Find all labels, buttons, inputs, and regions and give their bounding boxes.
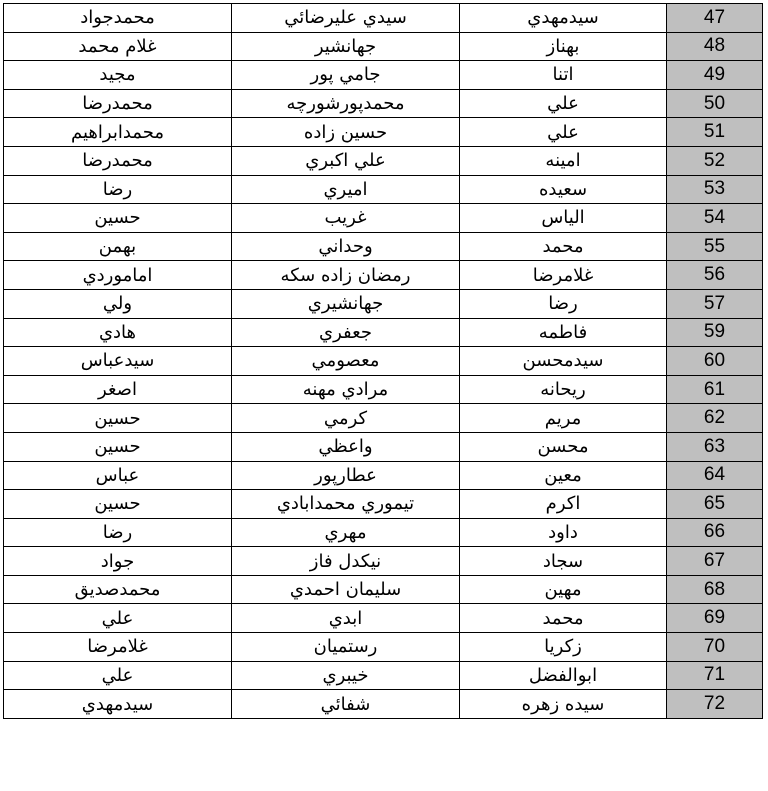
row-number-cell: 61 <box>667 375 763 404</box>
father-name-cell: محمدجواد <box>4 4 232 33</box>
first-name-cell: سعيده <box>460 175 667 204</box>
row-number-cell: 66 <box>667 518 763 547</box>
father-name-cell: غلامرضا <box>4 633 232 662</box>
first-name-cell: فاطمه <box>460 318 667 347</box>
table-row <box>4 604 763 633</box>
table-row <box>4 204 763 233</box>
last-name-cell: جهانشيري <box>232 289 460 318</box>
names-table <box>3 3 763 719</box>
father-name-cell: حسين <box>4 432 232 461</box>
table-row <box>4 375 763 404</box>
first-name-cell: سيده زهره <box>460 690 667 719</box>
father-name-cell: حسين <box>4 204 232 233</box>
first-name-cell: مهين <box>460 575 667 604</box>
first-name-cell: زكريا <box>460 633 667 662</box>
table-row <box>4 289 763 318</box>
row-number-cell: 50 <box>667 89 763 118</box>
father-name-cell: ولي <box>4 289 232 318</box>
row-number-cell: 57 <box>667 289 763 318</box>
table-row <box>4 146 763 175</box>
last-name-cell: نيكدل فاز <box>232 547 460 576</box>
row-number-cell: 53 <box>667 175 763 204</box>
father-name-cell: رضا <box>4 175 232 204</box>
first-name-cell: امينه <box>460 146 667 175</box>
row-number-cell: 62 <box>667 404 763 433</box>
last-name-cell: كرمي <box>232 404 460 433</box>
table-row <box>4 404 763 433</box>
father-name-cell: علي <box>4 604 232 633</box>
table-row <box>4 32 763 61</box>
table-row <box>4 461 763 490</box>
first-name-cell: محسن <box>460 432 667 461</box>
last-name-cell: تيموري محمدابادي <box>232 490 460 519</box>
first-name-cell: ريحانه <box>460 375 667 404</box>
first-name-cell: محمد <box>460 604 667 633</box>
row-number-cell: 64 <box>667 461 763 490</box>
last-name-cell: سليمان احمدي <box>232 575 460 604</box>
row-number-cell: 67 <box>667 547 763 576</box>
father-name-cell: حسين <box>4 404 232 433</box>
table-row <box>4 318 763 347</box>
father-name-cell: جواد <box>4 547 232 576</box>
row-number-cell: 56 <box>667 261 763 290</box>
father-name-cell: اصغر <box>4 375 232 404</box>
row-number-cell: 59 <box>667 318 763 347</box>
father-name-cell: حسين <box>4 490 232 519</box>
row-number-cell: 65 <box>667 490 763 519</box>
table-row <box>4 89 763 118</box>
table-row <box>4 118 763 147</box>
table-row <box>4 175 763 204</box>
first-name-cell: سيدمهدي <box>460 4 667 33</box>
last-name-cell: خيبري <box>232 661 460 690</box>
table-row <box>4 633 763 662</box>
row-number-cell: 52 <box>667 146 763 175</box>
table-row <box>4 4 763 33</box>
last-name-cell: معصومي <box>232 347 460 376</box>
row-number-cell: 68 <box>667 575 763 604</box>
row-number-cell: 51 <box>667 118 763 147</box>
father-name-cell: محمدصديق <box>4 575 232 604</box>
first-name-cell: علي <box>460 118 667 147</box>
last-name-cell: محمدپورشورچه <box>232 89 460 118</box>
last-name-cell: حسين زاده <box>232 118 460 147</box>
last-name-cell: جهانشير <box>232 32 460 61</box>
last-name-cell: سيدي عليرضائي <box>232 4 460 33</box>
first-name-cell: مريم <box>460 404 667 433</box>
table-row <box>4 575 763 604</box>
row-number-cell: 72 <box>667 690 763 719</box>
row-number-cell: 48 <box>667 32 763 61</box>
row-number-cell: 69 <box>667 604 763 633</box>
first-name-cell: معين <box>460 461 667 490</box>
father-name-cell: محمدابراهيم <box>4 118 232 147</box>
names-table-body <box>4 4 763 719</box>
first-name-cell: داود <box>460 518 667 547</box>
row-number-cell: 54 <box>667 204 763 233</box>
last-name-cell: اميري <box>232 175 460 204</box>
father-name-cell: علي <box>4 661 232 690</box>
row-number-cell: 70 <box>667 633 763 662</box>
table-row <box>4 61 763 90</box>
last-name-cell: علي اكبري <box>232 146 460 175</box>
last-name-cell: رمضان زاده سكه <box>232 261 460 290</box>
father-name-cell: اماموردي <box>4 261 232 290</box>
row-number-cell: 60 <box>667 347 763 376</box>
last-name-cell: واعظي <box>232 432 460 461</box>
table-row <box>4 347 763 376</box>
father-name-cell: عباس <box>4 461 232 490</box>
last-name-cell: ابدي <box>232 604 460 633</box>
first-name-cell: اكرم <box>460 490 667 519</box>
last-name-cell: غريب <box>232 204 460 233</box>
first-name-cell: بهناز <box>460 32 667 61</box>
first-name-cell: اتنا <box>460 61 667 90</box>
first-name-cell: ابوالفضل <box>460 661 667 690</box>
table-row <box>4 518 763 547</box>
row-number-cell: 47 <box>667 4 763 33</box>
first-name-cell: الياس <box>460 204 667 233</box>
last-name-cell: وحداني <box>232 232 460 261</box>
father-name-cell: محمدرضا <box>4 146 232 175</box>
first-name-cell: محمد <box>460 232 667 261</box>
first-name-cell: سجاد <box>460 547 667 576</box>
father-name-cell: بهمن <box>4 232 232 261</box>
table-row <box>4 232 763 261</box>
table-row <box>4 432 763 461</box>
last-name-cell: جامي پور <box>232 61 460 90</box>
father-name-cell: محمدرضا <box>4 89 232 118</box>
table-row <box>4 661 763 690</box>
row-number-cell: 55 <box>667 232 763 261</box>
father-name-cell: هادي <box>4 318 232 347</box>
table-row <box>4 490 763 519</box>
last-name-cell: جعفري <box>232 318 460 347</box>
last-name-cell: عطارپور <box>232 461 460 490</box>
father-name-cell: رضا <box>4 518 232 547</box>
father-name-cell: مجيد <box>4 61 232 90</box>
row-number-cell: 63 <box>667 432 763 461</box>
last-name-cell: مرادي مهنه <box>232 375 460 404</box>
row-number-cell: 49 <box>667 61 763 90</box>
first-name-cell: غلامرضا <box>460 261 667 290</box>
table-row <box>4 261 763 290</box>
table-row <box>4 547 763 576</box>
last-name-cell: رستميان <box>232 633 460 662</box>
father-name-cell: سيدمهدي <box>4 690 232 719</box>
row-number-cell: 71 <box>667 661 763 690</box>
last-name-cell: مهري <box>232 518 460 547</box>
first-name-cell: رضا <box>460 289 667 318</box>
father-name-cell: سيدعباس <box>4 347 232 376</box>
last-name-cell: شفائي <box>232 690 460 719</box>
table-row <box>4 690 763 719</box>
first-name-cell: علي <box>460 89 667 118</box>
father-name-cell: غلام محمد <box>4 32 232 61</box>
first-name-cell: سيدمحسن <box>460 347 667 376</box>
